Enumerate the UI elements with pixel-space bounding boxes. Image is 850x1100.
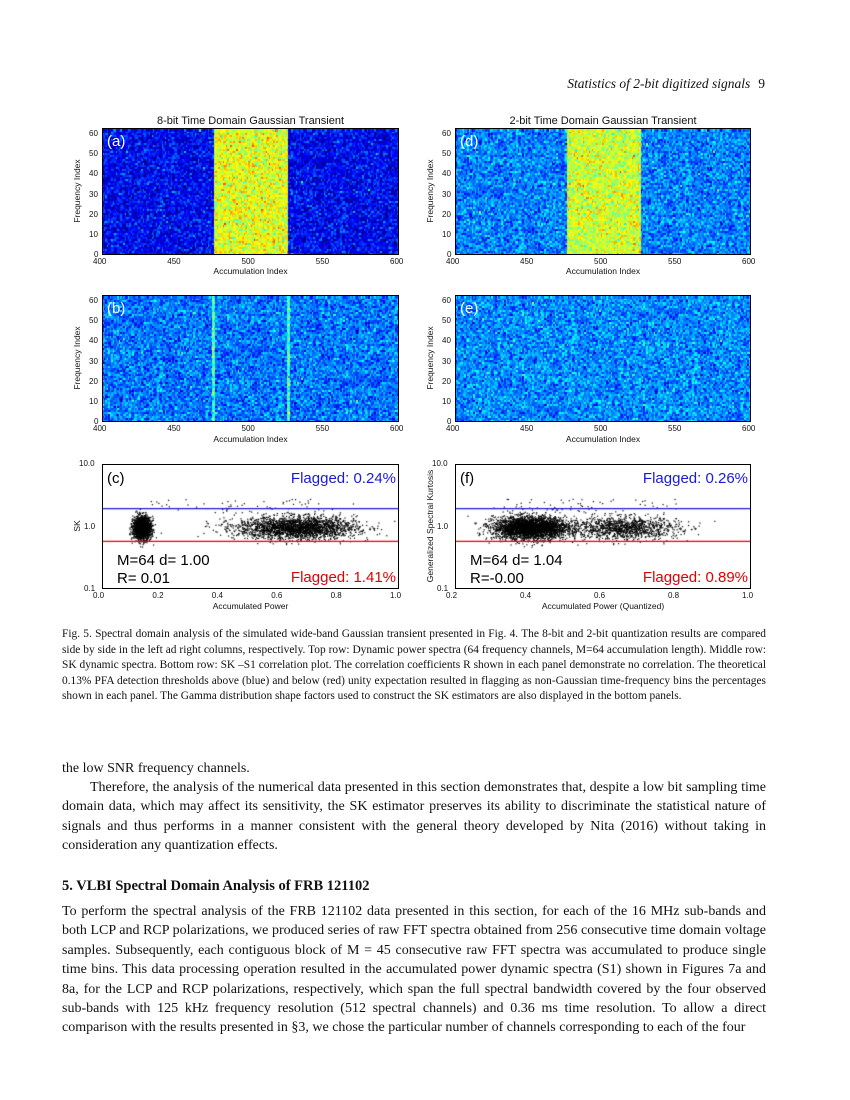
figure-caption: Fig. 5. Spectral domain analysis of the simulated wide-band Gaussian transient presented in Fig. 4. The 8-bit and 2-bit quantization results are compared side by side in the left ad right columns, respectively. Top row: Dynamic power spectra (64 frequency channels, M=64 accumulation length). Middle row: SK dynamic spectra. Bottom row: SK –S1 correlation plot. The correlation coefficients R shown in each panel demonstrate no correlation. The theoretical 0.13% PFA detection thresholds above (blue) and below (red) unity expectation resulted in flagging as non-Gaussian time-frequency bins the percentages shown in each panel. The Gamma distribution shape factors used to construct the SK estimators are also displayed in the bottom panels. [62,628,766,703]
panel-b-xtick: 550 [315,424,330,433]
panel-d-ytick: 40 [442,169,451,179]
panel-e-ytick: 0 [447,417,452,426]
panel-a-letter: (a) [107,133,126,150]
panel-f-ytick: 1.0 [437,521,449,531]
panel-d-ytick: 60 [442,129,451,139]
panel-b-ytick: 60 [89,296,98,306]
panel-f-xtick: 0.8 [668,591,680,600]
panel-c-xlabel: Accumulated Power [212,601,289,611]
panel-a-ytick: 10 [89,229,98,239]
panel-b-canvas [103,296,399,422]
panel-a-ytick: 0 [94,250,99,259]
panel-a-xtick: 600 [390,257,404,266]
panel-a-ylabel: Frequency Index [72,159,82,223]
panel-d-title: 2-bit Time Domain Gaussian Transient [509,115,697,127]
panel-d-ytick: 10 [442,229,451,239]
panel-a-xlabel: Accumulation Index [213,266,288,276]
panel-c-xtick: 0.0 [93,591,105,600]
panel-b-letter: (b) [107,300,126,317]
panel-d-xtick: 500 [594,257,608,266]
panel-c-flag-upper: Flagged: 0.24% [290,470,396,487]
panel-c-xtick: 0.2 [152,591,164,600]
paragraph-3: To perform the spectral analysis of the FRB 121102 data presented in this section, for each of the 16 MHz sub-bands and both LCP and RCP polarizations, we produced series of raw FFT spectra obtained from 256 consecutive time domain voltage samples. Subsequently, each contiguous block of M = 45 consecutive raw FFT spectra was accumulated to produce single time bins. This data processing operation resulted in the accumulated power dynamic spectra (S1) shown in Figures 7a and 8a, for the LCP and RCP polarizations, respectively, which span the full spectral bandwidth covered by the four observed sub-bands with 125 kHz frequency resolution (512 spectral channels) and 0.36 ms time resolution. To allow a direct comparison with the results presented in §3, we chose the particular number of channels corresponding to each of the four [62,904,766,1036]
panel-c-xtick: 1.0 [390,591,402,600]
panel-b-ytick: 0 [94,417,99,426]
panel-b-xtick: 500 [241,424,255,433]
panel-c-ytick: 0.1 [84,584,96,593]
panel-d-ytick: 30 [442,189,451,199]
panel-f-flag-upper: Flagged: 0.26% [642,470,748,487]
panel-a-ytick: 50 [89,149,98,159]
panel-f-letter: (f) [460,470,475,487]
panel-a-canvas [103,129,399,255]
panel-f-ytick: 10.0 [432,459,448,468]
panel-b-xtick: 600 [390,424,404,433]
panel-b-xlabel: Accumulation Index [213,434,288,444]
panel-e-ytick: 50 [442,316,451,326]
panel-c-ytick: 1.0 [84,521,96,531]
panel-d-heatmap [455,128,751,255]
panel-b-heatmap [102,295,399,422]
panel-e-ylabel: Frequency Index [425,326,435,390]
panel-a-title: 8-bit Time Domain Gaussian Transient [156,115,345,127]
panel-f-xtick: 0.4 [520,591,532,600]
panel-a-xtick: 550 [315,257,330,266]
running-head-title: Statistics of 2-bit digitized signals [567,76,751,91]
panel-c-stat-r: R= 0.01 [117,570,170,587]
panel-e-xtick: 600 [742,424,756,433]
panel-f-xtick: 0.6 [594,591,606,600]
panel-f-ytick: 0.1 [437,584,449,593]
panel-d-xtick: 400 [446,257,460,266]
panel-b-ylabel: Frequency Index [72,326,82,390]
panel-a-ytick: 60 [89,129,98,139]
panel-f-scatter [455,464,751,589]
panel-a-xtick: 500 [241,257,255,266]
panel-e-xtick: 550 [668,424,682,433]
panel-e-ytick: 30 [442,356,451,366]
panel-b-xtick: 450 [167,424,181,433]
panel-c-xtick: 0.6 [271,591,283,600]
panel-d-xlabel: Accumulation Index [565,266,641,276]
panel-d-ytick: 20 [442,209,451,219]
panel-c-xtick: 0.4 [211,591,223,600]
panel-e-ytick: 60 [442,296,451,306]
panel-a-ytick: 30 [89,189,98,199]
panel-c-xtick: 0.8 [330,591,342,600]
panel-a-ytick: 40 [89,169,98,179]
panel-e-xtick: 500 [594,424,608,433]
panel-f-xtick: 0.2 [446,591,458,600]
panel-d-canvas [456,129,751,255]
panel-e-xlabel: Accumulation Index [565,434,641,444]
panel-d-xtick: 450 [520,257,534,266]
panel-d-xtick: 550 [668,257,682,266]
panel-f-stat-md: M=64 d= 1.04 [470,552,563,569]
panel-a-heatmap [102,128,399,255]
panel-f-ylabel: Generalized Spectral Kurtosis [425,469,435,583]
panel-a-ytick: 20 [89,209,98,219]
panel-d-ytick: 0 [447,250,452,259]
panel-d-ylabel: Frequency Index [425,159,435,223]
panel-c-ylabel: SK [72,520,82,532]
panel-e-ytick: 40 [442,336,451,346]
panel-d-xtick: 600 [742,257,756,266]
panel-f-stat-r: R=-0.00 [470,570,524,587]
panel-b-ytick: 30 [89,356,98,366]
panel-e-ytick: 10 [442,396,451,406]
panel-e-canvas [456,296,751,422]
panel-e-heatmap [455,295,751,422]
panel-e-ytick: 20 [442,376,451,386]
panel-a-xtick: 400 [93,257,107,266]
panel-c-stat-md: M=64 d= 1.00 [117,552,210,569]
page-number: 9 [758,76,765,91]
paragraph-2: Therefore, the analysis of the numerical data presented in this section demonstrates that, despite a low bit sampling time domain data, which may affect its sensitivity, the SK estimator preserves its ability to discriminate the statistical nature of signals and thus performs in a manner consistent with the general theory developed by Nita (2016) without taking in consideration any quantization effects. [62,780,766,854]
panel-f-xlabel: Accumulated Power (Quantized) [541,601,665,611]
panel-b-ytick: 50 [89,316,98,326]
paragraph-1: the low SNR frequency channels. [62,761,250,776]
panel-e-letter: (e) [460,300,479,317]
panel-e-xtick: 400 [446,424,460,433]
panel-d-ytick: 50 [442,149,451,159]
panel-b-ytick: 10 [89,396,98,406]
panel-c-ytick: 10.0 [79,459,95,468]
panel-f-xtick: 1.0 [742,591,754,600]
panel-c-scatter [102,464,399,589]
panel-b-ytick: 20 [89,376,98,386]
panel-e-xtick: 450 [520,424,534,433]
panel-c-flag-lower: Flagged: 1.41% [290,569,396,586]
panel-b-ytick: 40 [89,336,98,346]
section-heading: 5. VLBI Spectral Domain Analysis of FRB 121102 [62,878,370,894]
panel-a-xtick: 450 [167,257,181,266]
running-head [0,76,765,92]
panel-b-xtick: 400 [93,424,107,433]
panel-c-letter: (c) [107,470,125,487]
panel-d-letter: (d) [460,133,479,150]
panel-f-flag-lower: Flagged: 0.89% [642,569,748,586]
